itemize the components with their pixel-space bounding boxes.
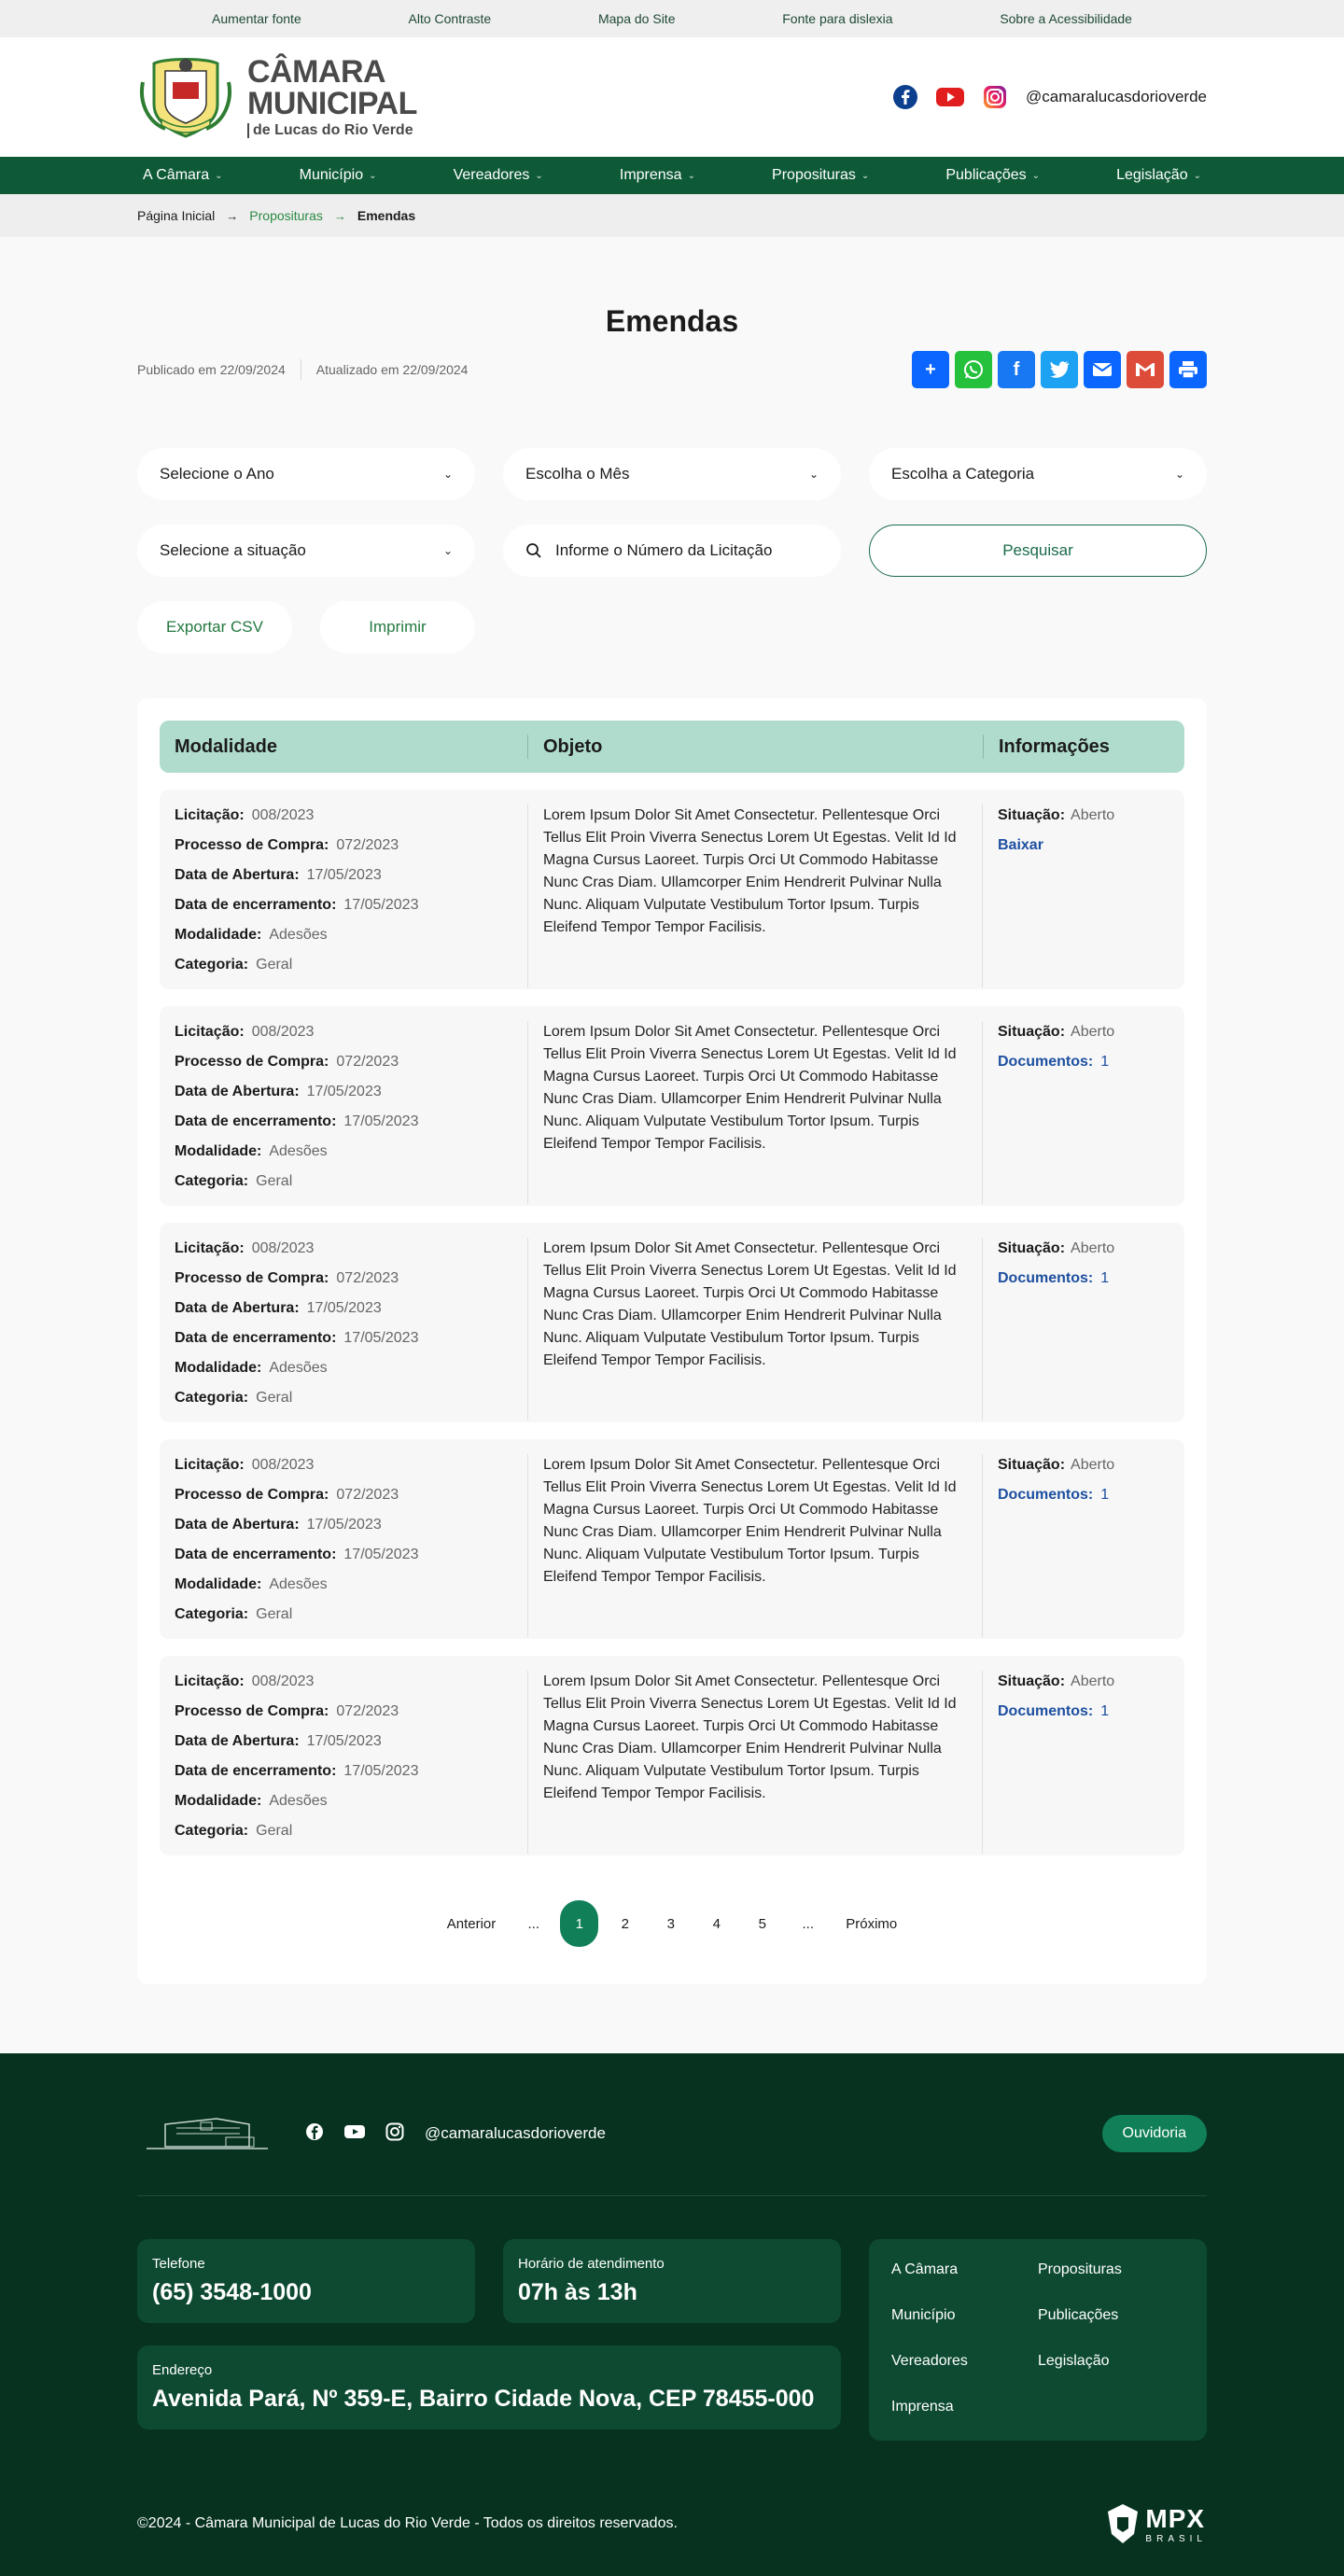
pagination-ellipsis[interactable]: ...: [527, 1915, 539, 1932]
about-accessibility-link[interactable]: Sobre a Acessibilidade: [1000, 11, 1132, 26]
footer-link-municipio[interactable]: Município: [891, 2307, 956, 2323]
year-select[interactable]: [137, 448, 475, 500]
share-twitter-icon[interactable]: [1041, 351, 1078, 388]
page-title: Emendas: [605, 304, 739, 338]
modality-label: Modalidade:: [175, 1576, 262, 1592]
purchase-process-item: [175, 1701, 512, 1730]
category-value: Geral: [256, 957, 293, 973]
purchase-process-item: [175, 1484, 512, 1514]
object-description: Lorem Ipsum Dolor Sit Amet Consectetur. Pellentesque Orci Tellus Elit Proin Viverra Senectus Lorem Ut Egestas. Velit Id Id Magna Cursus Laoreet. Turpis Orci Ut Commodo Habitasse Nunc Cras Diam. Ullamcorper Enim Hendrerit Pulvinar Nulla Nunc. Aliquam Vulputate Vestibulum Tortor Ipsum. Turpis Eleifend Tempor Tempor Facilisis.: [527, 1454, 983, 1637]
purchase-process-label: Processo de Compra:: [175, 1703, 329, 1719]
chevron-down-icon: ⌄: [861, 170, 870, 181]
opening-date-label: Data de Abertura:: [175, 1733, 300, 1749]
category-label: Categoria:: [175, 1173, 249, 1189]
nav-label: Imprensa: [619, 167, 682, 183]
category-item: [175, 1170, 512, 1200]
modality-cell: [160, 1021, 527, 1204]
modality-cell: [160, 805, 527, 987]
nav-label: Vereadores: [453, 167, 530, 183]
table-body: [160, 790, 1184, 1855]
table-header: [160, 721, 1184, 773]
opening-date-label: Data de Abertura:: [175, 867, 300, 883]
opening-date-label: Data de Abertura:: [175, 1300, 300, 1316]
category-value: Geral: [256, 1173, 293, 1189]
purchase-process-item: [175, 834, 512, 864]
ouvidoria-button[interactable]: Ouvidoria: [1102, 2115, 1207, 2152]
status-item: [998, 805, 1170, 834]
month-select-label: Escolha o Mês: [525, 465, 630, 483]
instagram-icon[interactable]: [981, 83, 1009, 111]
closing-date-item: [175, 1544, 512, 1574]
share-gmail-icon[interactable]: [1127, 351, 1164, 388]
bid-number-value: 008/2023: [251, 1024, 315, 1040]
purchase-process-label: Processo de Compra:: [175, 1054, 329, 1070]
meta-row: [137, 351, 1207, 388]
share-add-icon[interactable]: +: [912, 351, 949, 388]
actions-row: [137, 601, 1207, 653]
address-label: Endereço: [152, 2362, 213, 2378]
chevron-down-icon: ⌄: [215, 170, 223, 181]
opening-date-item: [175, 1730, 512, 1760]
month-select[interactable]: [503, 448, 841, 500]
purchase-process-item: [175, 1267, 512, 1297]
hours-label: Horário de atendimento: [518, 2256, 665, 2272]
nav-label: Município: [299, 167, 364, 183]
documents-count: 1: [1100, 1054, 1110, 1070]
closing-date-value: 17/05/2023: [343, 1113, 419, 1129]
bid-number-label: Licitação:: [175, 1024, 245, 1040]
chevron-down-icon: ⌄: [535, 170, 543, 181]
documents-link-label: Baixar: [998, 837, 1043, 853]
table-row: [160, 1439, 1184, 1639]
category-item: [175, 1603, 512, 1633]
status-item: [998, 1454, 1170, 1484]
modality-label: Modalidade:: [175, 1793, 262, 1809]
documents-link[interactable]: [998, 1487, 1109, 1503]
phone-label: Telefone: [152, 2256, 205, 2272]
accessibility-bar: [0, 0, 1344, 37]
facebook-icon[interactable]: [891, 83, 919, 111]
hours-card: [503, 2239, 841, 2323]
documents-count: 1: [1100, 1270, 1110, 1286]
bid-number-input[interactable]: [555, 541, 798, 560]
opening-date-value: 17/05/2023: [306, 1733, 382, 1749]
closing-date-value: 17/05/2023: [343, 1763, 419, 1779]
modality-value: Adesões: [269, 927, 328, 943]
site-footer: [0, 2053, 1344, 2576]
footer-link-legislacao[interactable]: Legislação: [1038, 2353, 1110, 2369]
phone-card: [137, 2239, 475, 2323]
breadcrumb-home[interactable]: Página Inicial: [137, 208, 216, 223]
chevron-down-icon: ⌄: [1193, 170, 1201, 181]
bid-number-value: 008/2023: [251, 1457, 315, 1473]
breadcrumb-current: Emendas: [357, 208, 416, 223]
object-description: Lorem Ipsum Dolor Sit Amet Consectetur. Pellentesque Orci Tellus Elit Proin Viverra Senectus Lorem Ut Egestas. Velit Id Id Magna Cursus Laoreet. Turpis Orci Ut Commodo Habitasse Nunc Cras Diam. Ullamcorper Enim Hendrerit Pulvinar Nulla Nunc. Aliquam Vulputate Vestibulum Tortor Ipsum. Turpis Eleifend Tempor Tempor Facilisis.: [527, 1671, 983, 1854]
pagination-page-1[interactable]: 1: [560, 1900, 598, 1947]
footer-facebook-icon[interactable]: [305, 2122, 324, 2146]
info-cell: [983, 1671, 1185, 1854]
chevron-down-icon: ⌄: [1031, 170, 1041, 181]
copyright: ©2024 - Câmara Municipal de Lucas do Rio Verde - Todos os direitos reservados.: [137, 2515, 678, 2531]
modality-cell: [160, 1454, 527, 1637]
chevron-down-icon: ⌄: [442, 544, 453, 557]
object-description: Lorem Ipsum Dolor Sit Amet Consectetur. Pellentesque Orci Tellus Elit Proin Viverra Senectus Lorem Ut Egestas. Velit Id Id Magna Cursus Laoreet. Turpis Orci Ut Commodo Habitasse Nunc Cras Diam. Ullamcorper Enim Hendrerit Pulvinar Nulla Nunc. Aliquam Vulputate Vestibulum Tortor Ipsum. Turpis Eleifend Tempor Tempor Facilisis.: [527, 805, 983, 987]
info-cell: [983, 1238, 1185, 1421]
closing-date-value: 17/05/2023: [343, 1547, 419, 1562]
share-email-icon[interactable]: [1084, 351, 1121, 388]
high-contrast-link[interactable]: Alto Contraste: [408, 11, 492, 26]
modality-item: [175, 1790, 512, 1820]
status-value: Aberto: [1071, 807, 1115, 823]
documents-link[interactable]: [998, 837, 1043, 853]
documents-item: [998, 1701, 1170, 1730]
modality-item: [175, 1574, 512, 1603]
bid-number-item: [175, 805, 512, 834]
documents-item: [998, 1051, 1170, 1081]
brand-line-2: MUNICIPAL: [247, 86, 417, 121]
closing-date-value: 17/05/2023: [343, 897, 419, 913]
category-value: Geral: [256, 1606, 293, 1622]
closing-date-label: Data de encerramento:: [175, 1547, 337, 1562]
documents-item: [998, 1484, 1170, 1514]
status-value: Aberto: [1071, 1240, 1115, 1256]
chevron-down-icon: ⌄: [369, 170, 377, 181]
pagination-page-5[interactable]: 5: [758, 1915, 766, 1932]
modality-label: Modalidade:: [175, 1360, 262, 1376]
info-cell: [983, 1021, 1185, 1204]
documents-link-label: Documentos:: [998, 1703, 1094, 1719]
category-value: Geral: [256, 1390, 293, 1406]
site-header: [0, 37, 1344, 157]
nav-item-a-camara[interactable]: [143, 167, 223, 184]
bid-number-label: Licitação:: [175, 1240, 245, 1256]
status-label: Situação:: [998, 807, 1066, 823]
status-label: Situação:: [998, 1240, 1066, 1256]
modality-cell: [160, 1671, 527, 1854]
object-description: Lorem Ipsum Dolor Sit Amet Consectetur. Pellentesque Orci Tellus Elit Proin Viverra Senectus Lorem Ut Egestas. Velit Id Id Magna Cursus Laoreet. Turpis Orci Ut Commodo Habitasse Nunc Cras Diam. Ullamcorper Enim Hendrerit Pulvinar Nulla Nunc. Aliquam Vulputate Vestibulum Tortor Ipsum. Turpis Eleifend Tempor Tempor Facilisis.: [527, 1021, 983, 1204]
opening-date-value: 17/05/2023: [306, 1517, 382, 1533]
nav-item-imprensa[interactable]: [620, 167, 695, 184]
table-row: [160, 1006, 1184, 1206]
bid-number-item: [175, 1238, 512, 1267]
bid-number-value: 008/2023: [251, 1240, 315, 1256]
modality-value: Adesões: [269, 1576, 328, 1592]
status-select-label: Selecione a situação: [160, 541, 306, 559]
main-nav: [0, 157, 1344, 194]
bid-number-value: 008/2023: [251, 807, 315, 823]
footer-youtube-icon[interactable]: [344, 2124, 365, 2144]
table-row: [160, 1223, 1184, 1422]
modality-label: Modalidade:: [175, 927, 262, 943]
closing-date-label: Data de encerramento:: [175, 1113, 337, 1129]
opening-date-item: [175, 1514, 512, 1544]
footer-link-imprensa[interactable]: Imprensa: [891, 2399, 954, 2415]
brand-line-1: CÂMARA: [247, 54, 386, 90]
closing-date-label: Data de encerramento:: [175, 1330, 337, 1346]
opening-date-item: [175, 1297, 512, 1327]
documents-item: [998, 834, 1170, 864]
nav-item-legislacao[interactable]: [1116, 167, 1201, 184]
lion-shield-icon: [1106, 2502, 1140, 2545]
status-select[interactable]: [137, 525, 475, 577]
category-label: Categoria:: [175, 957, 249, 973]
category-label: Categoria:: [175, 1823, 249, 1839]
pagination-ellipsis[interactable]: ...: [802, 1915, 814, 1932]
purchase-process-label: Processo de Compra:: [175, 1487, 329, 1503]
documents-count: 1: [1100, 1487, 1110, 1503]
purchase-process-label: Processo de Compra:: [175, 1270, 329, 1286]
brand-logo[interactable]: [137, 54, 417, 140]
opening-date-label: Data de Abertura:: [175, 1084, 300, 1099]
modality-item: [175, 1141, 512, 1170]
mpx-logo-subtext: BRASIL: [1145, 2533, 1207, 2544]
status-item: [998, 1021, 1170, 1051]
pagination-page-3[interactable]: 3: [666, 1915, 675, 1932]
breadcrumb: [0, 194, 1344, 237]
opening-date-item: [175, 864, 512, 894]
modality-value: Adesões: [269, 1793, 328, 1809]
category-label: Categoria:: [175, 1390, 249, 1406]
filters-form: [137, 448, 1207, 577]
opening-date-value: 17/05/2023: [306, 1084, 382, 1099]
footer-link-a-camara[interactable]: A Câmara: [891, 2261, 959, 2277]
closing-date-item: [175, 1327, 512, 1357]
purchase-process-label: Processo de Compra:: [175, 837, 329, 853]
documents-link-label: Documentos:: [998, 1270, 1094, 1286]
site-map-link[interactable]: Mapa do Site: [597, 11, 676, 26]
pagination: [160, 1900, 1184, 1947]
pagination-page-4[interactable]: 4: [712, 1915, 721, 1932]
column-header-objeto: Objeto: [527, 735, 983, 759]
footer-links: [869, 2239, 1207, 2441]
header-social: [891, 83, 1207, 111]
chevron-down-icon: ⌄: [687, 170, 695, 181]
closing-date-item: [175, 894, 512, 924]
footer-social-handle: @camaralucasdorioverde: [425, 2124, 606, 2142]
main-content: [0, 237, 1344, 2053]
youtube-icon[interactable]: [936, 83, 964, 111]
modality-item: [175, 1357, 512, 1387]
status-item: [998, 1671, 1170, 1701]
arrow-right-icon: →: [226, 208, 239, 223]
footer-link-proposituras[interactable]: Proposituras: [1038, 2261, 1122, 2277]
closing-date-value: 17/05/2023: [343, 1330, 419, 1346]
status-value: Aberto: [1071, 1024, 1115, 1040]
table-row: [160, 790, 1184, 989]
mpx-logo-text: MPX: [1145, 2503, 1206, 2533]
chevron-down-icon: ⌄: [808, 468, 819, 481]
bid-number-item: [175, 1454, 512, 1484]
modality-label: Modalidade:: [175, 1143, 262, 1159]
updated-date: Atualizado em 22/09/2024: [315, 362, 469, 377]
column-header-informacoes: Informações: [983, 735, 1185, 759]
nav-item-vereadores[interactable]: [454, 167, 543, 184]
increase-font-link[interactable]: Aumentar fonte: [212, 11, 301, 26]
nav-label: Publicações: [945, 167, 1027, 183]
export-csv-button[interactable]: Exportar CSV: [137, 601, 292, 653]
address-card: [137, 2345, 841, 2429]
pagination-page-2[interactable]: 2: [621, 1915, 629, 1932]
bid-number-label: Licitação:: [175, 1673, 245, 1689]
documents-item: [998, 1267, 1170, 1297]
closing-date-label: Data de encerramento:: [175, 1763, 337, 1779]
address-value: Avenida Pará, Nº 359-E, Bairro Cidade Nova, CEP 78455-000: [152, 2386, 815, 2412]
print-button[interactable]: Imprimir: [320, 601, 475, 653]
closing-date-label: Data de encerramento:: [175, 897, 337, 913]
phone-value: (65) 3548-1000: [152, 2279, 312, 2305]
category-select-label: Escolha a Categoria: [891, 465, 1035, 483]
purchase-process-value: 072/2023: [336, 1487, 399, 1503]
category-label: Categoria:: [175, 1606, 249, 1622]
closing-date-item: [175, 1760, 512, 1790]
share-whatsapp-icon[interactable]: [955, 351, 992, 388]
chevron-down-icon: ⌄: [442, 468, 453, 481]
category-item: [175, 1820, 512, 1850]
status-label: Situação:: [998, 1673, 1066, 1689]
hours-value: 07h às 13h: [518, 2279, 637, 2305]
purchase-process-value: 072/2023: [336, 837, 399, 853]
pagination-prev[interactable]: Anterior: [446, 1915, 497, 1932]
documents-link-label: Documentos:: [998, 1487, 1094, 1503]
info-cell: [983, 805, 1185, 987]
purchase-process-item: [175, 1051, 512, 1081]
category-select[interactable]: [869, 448, 1207, 500]
purchase-process-value: 072/2023: [336, 1054, 399, 1070]
search-icon: [525, 542, 542, 559]
published-date: Publicado em 22/09/2024: [137, 362, 286, 377]
nav-label: Proposituras: [772, 167, 856, 183]
modality-value: Adesões: [269, 1143, 328, 1159]
share-facebook-icon[interactable]: f: [998, 351, 1035, 388]
opening-date-label: Data de Abertura:: [175, 1517, 300, 1533]
object-description: Lorem Ipsum Dolor Sit Amet Consectetur. Pellentesque Orci Tellus Elit Proin Viverra Senectus Lorem Ut Egestas. Velit Id Id Magna Cursus Laoreet. Turpis Orci Ut Commodo Habitasse Nunc Cras Diam. Ullamcorper Enim Hendrerit Pulvinar Nulla Nunc. Aliquam Vulputate Vestibulum Tortor Ipsum. Turpis Eleifend Tempor Tempor Facilisis.: [527, 1238, 983, 1421]
documents-link[interactable]: [998, 1054, 1109, 1070]
bid-number-item: [175, 1021, 512, 1051]
dyslexia-font-link[interactable]: Fonte para dislexia: [782, 11, 893, 26]
bid-number-field: [503, 525, 841, 577]
nav-label: A Câmara: [143, 167, 210, 183]
footer-link-vereadores[interactable]: Vereadores: [891, 2353, 968, 2369]
category-value: Geral: [256, 1823, 293, 1839]
opening-date-value: 17/05/2023: [306, 867, 382, 883]
category-item: [175, 954, 512, 984]
documents-link[interactable]: [998, 1270, 1109, 1286]
modality-value: Adesões: [269, 1360, 328, 1376]
search-button[interactable]: Pesquisar: [869, 525, 1207, 577]
category-item: [175, 1387, 512, 1417]
footer-divider: [137, 2195, 1207, 2196]
nav-item-proposituras[interactable]: [772, 167, 869, 184]
purchase-process-value: 072/2023: [336, 1270, 399, 1286]
nav-label: Legislação: [1116, 167, 1188, 183]
purchase-process-value: 072/2023: [336, 1703, 399, 1719]
brand-line-3: de Lucas do Rio Verde: [247, 123, 417, 138]
mpx-logo[interactable]: [1106, 2502, 1207, 2545]
table-row: [160, 1656, 1184, 1855]
opening-date-value: 17/05/2023: [306, 1300, 382, 1316]
bid-number-label: Licitação:: [175, 807, 245, 823]
opening-date-item: [175, 1081, 512, 1111]
pagination-next[interactable]: Próximo: [846, 1915, 898, 1932]
documents-count: 1: [1100, 1703, 1110, 1719]
modality-cell: [160, 1238, 527, 1421]
status-value: Aberto: [1071, 1673, 1115, 1689]
footer-instagram-icon[interactable]: [385, 2122, 404, 2146]
breadcrumb-section[interactable]: Proposituras: [249, 208, 323, 223]
bid-number-value: 008/2023: [251, 1673, 315, 1689]
footer-link-publicacoes[interactable]: Publicações: [1038, 2307, 1119, 2323]
results-table: [137, 698, 1207, 1984]
arrow-right-icon: →: [333, 208, 346, 223]
status-item: [998, 1238, 1170, 1267]
documents-link-label: Documentos:: [998, 1054, 1094, 1070]
share-buttons: [912, 351, 1207, 388]
bid-number-item: [175, 1671, 512, 1701]
share-print-icon[interactable]: [1169, 351, 1207, 388]
column-header-modalidade: Modalidade: [175, 735, 278, 757]
building-logo-icon: [137, 2115, 277, 2152]
status-label: Situação:: [998, 1457, 1066, 1473]
nav-item-publicacoes[interactable]: [945, 167, 1040, 184]
info-cell: [983, 1454, 1185, 1637]
chevron-down-icon: ⌄: [1174, 468, 1184, 481]
nav-item-municipio[interactable]: [300, 167, 377, 184]
status-label: Situação:: [998, 1024, 1066, 1040]
status-value: Aberto: [1071, 1457, 1115, 1473]
modality-item: [175, 924, 512, 954]
bid-number-label: Licitação:: [175, 1457, 245, 1473]
year-select-label: Selecione o Ano: [160, 465, 274, 483]
documents-link[interactable]: [998, 1703, 1109, 1719]
closing-date-item: [175, 1111, 512, 1141]
social-handle: @camaralucasdorioverde: [1026, 88, 1207, 105]
crest-icon: [137, 54, 234, 140]
